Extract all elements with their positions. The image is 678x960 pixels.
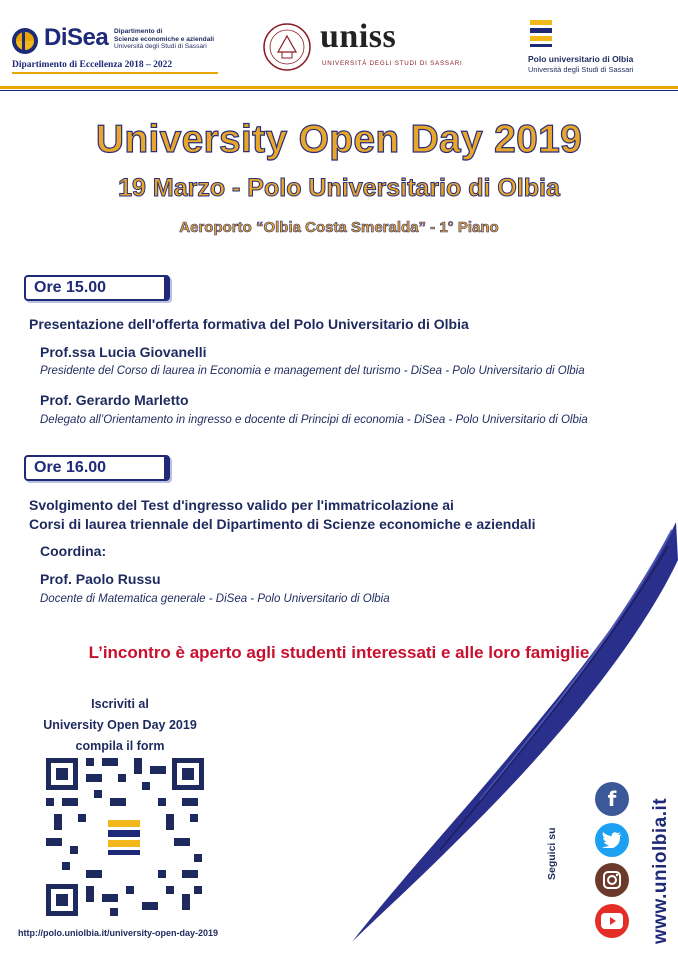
qr-code[interactable] bbox=[46, 758, 204, 916]
registration-url[interactable]: http://polo.uniolbia.it/university-open-day-2019 bbox=[18, 928, 219, 938]
disea-subtitle-line: Scienze economiche e aziendali bbox=[114, 35, 215, 43]
disea-subtitle-line: Università degli Studi di Sassari bbox=[114, 43, 207, 50]
youtube-icon[interactable] bbox=[595, 904, 629, 938]
twitter-bird-icon bbox=[602, 832, 622, 848]
coordinator-label: Coordina: bbox=[40, 543, 107, 559]
twitter-icon[interactable] bbox=[595, 823, 629, 857]
session-heading: Corsi di laurea triennale del Dipartimento di Scienze economiche e aziendali bbox=[29, 516, 536, 532]
time-tab: Ore 15.00 bbox=[24, 275, 170, 301]
announcement: L’incontro è aperto agli studenti interessati e alle loro famiglie bbox=[88, 643, 590, 662]
speaker-role: Delegato all’Orientamento in ingresso e docente di Principi di economia - DiSea - Polo Universitario di Olbia bbox=[40, 414, 588, 426]
polo-title: Polo universitario di Olbia bbox=[528, 54, 634, 64]
event-venue: Aeroporto “Olbia Costa Smeralda” - 1° Piano bbox=[179, 219, 499, 236]
speaker-role: Presidente del Corso di laurea in Economia e management del turismo - DiSea - Polo Universitario di Olbia bbox=[40, 365, 585, 377]
follow-label: Seguici su bbox=[546, 827, 558, 880]
registration-line: University Open Day 2019 bbox=[43, 718, 197, 732]
registration-line: Iscriviti al bbox=[91, 697, 149, 711]
polo-subtitle: Università degli Studi di Sassari bbox=[528, 65, 634, 74]
time-tab: Ore 16.00 bbox=[24, 455, 170, 481]
speaker-name: Prof.ssa Lucia Giovanelli bbox=[40, 344, 207, 360]
website-link[interactable]: www.uniolbia.it bbox=[650, 797, 671, 944]
speaker-role: Docente di Matematica generale - DiSea - Polo Universitario di Olbia bbox=[40, 593, 390, 605]
session-heading: Svolgimento del Test d'ingresso valido per l'immatricolazione ai bbox=[29, 497, 454, 513]
disea-name: DiSea bbox=[44, 24, 109, 51]
speaker-name: Prof. Gerardo Marletto bbox=[40, 392, 189, 408]
event-date-place: 19 Marzo - Polo Universitario di Olbia bbox=[118, 174, 560, 202]
registration-line: compila il form bbox=[75, 739, 165, 753]
youtube-play-icon bbox=[601, 913, 623, 929]
excellence-label: Dipartimento di Eccellenza 2018 – 2022 bbox=[12, 60, 173, 70]
session-heading: Presentazione dell'offerta formativa del Polo Universitario di Olbia bbox=[29, 316, 469, 332]
facebook-icon[interactable] bbox=[595, 782, 629, 816]
disea-subtitle-line: Dipartimento di bbox=[114, 28, 163, 35]
uniss-subtitle: UNIVERSITÀ DEGLI STUDI DI SASSARI bbox=[322, 60, 463, 67]
qr-center-logo-icon bbox=[102, 814, 148, 860]
instagram-camera-icon bbox=[602, 870, 622, 890]
facebook-glyph: f bbox=[607, 787, 617, 811]
uniss-name: uniss bbox=[320, 18, 397, 55]
speaker-name: Prof. Paolo Russu bbox=[40, 571, 161, 587]
instagram-icon[interactable] bbox=[595, 863, 629, 897]
event-title: University Open Day 2019 bbox=[95, 118, 583, 161]
